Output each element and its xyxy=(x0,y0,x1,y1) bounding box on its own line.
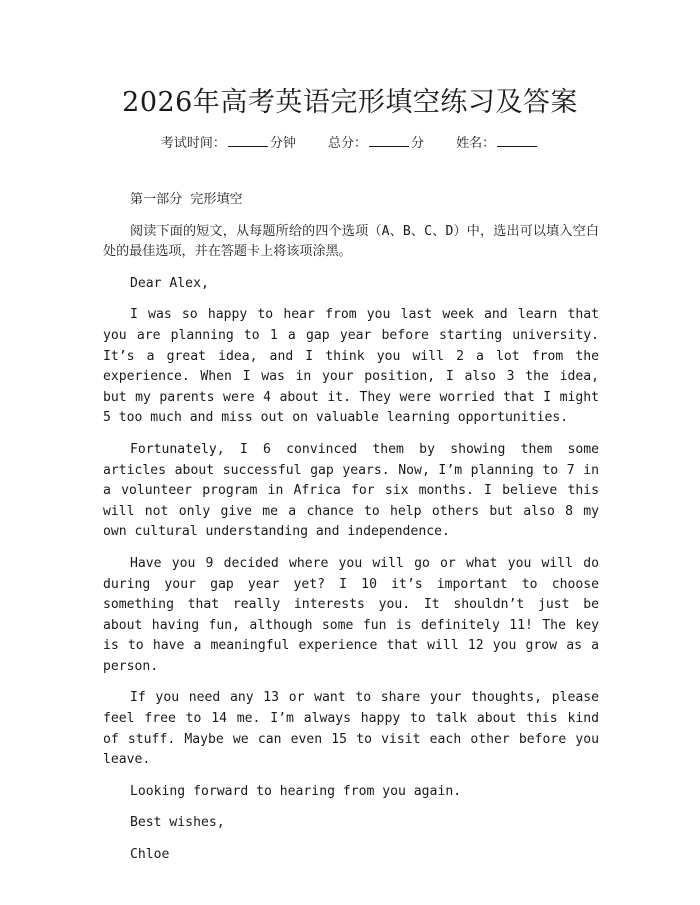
letter-paragraph-1: I was so happy to hear from you last week and learn that you are planning to 1 a gap year before starting university. It’s a great idea, and I think you will 2 a lot from the experience. When I was in your position, I also 3 the idea, but my parents were 4 about it. They were worried that I might 5 too much and miss out on valuable learning opportunities. xyxy=(103,307,599,426)
exam-time-label: 考试时间： xyxy=(160,136,226,151)
exam-info-row xyxy=(0,132,700,151)
total-score-blank xyxy=(369,133,409,147)
letter-greeting: Dear Alex, xyxy=(130,275,209,291)
exam-time-unit: 分钟 xyxy=(269,136,296,151)
total-score-unit: 分 xyxy=(411,136,425,151)
exam-time-blank xyxy=(228,133,268,147)
letter-sign-off: Best wishes, xyxy=(130,815,225,831)
total-score-label: 总分： xyxy=(327,136,367,151)
letter-paragraph-4: If you need any 13 or want to share your thoughts, please feel free to 14 me. I’m always happy to talk about this kind of stuff. Maybe we can even 15 to visit each other before you leave. xyxy=(103,690,599,768)
document-body xyxy=(103,190,599,877)
section-heading: 第一部分 完形填空 xyxy=(130,192,243,207)
letter-paragraph-2: Fortunately, I 6 convinced them by showing them some articles about successful gap years. Now, I’m planning to 7 in a volunteer program in Africa for six months. I believe this will not only give me a chance to help others but also 8 my own cultural understanding and independence. xyxy=(103,441,599,540)
total-score-field xyxy=(328,132,424,151)
section-instructions: 阅读下面的短文，从每题所给的四个选项（A、B、C、D）中，选出可以填入空白处的最佳选项，并在答题卡上将该项涂黑。 xyxy=(103,223,599,260)
name-label: 姓名： xyxy=(456,136,496,151)
exam-time-field xyxy=(161,132,296,151)
page-title: 2026年高考英语完形填空练习及答案 xyxy=(122,87,578,118)
name-field xyxy=(456,132,539,151)
name-blank xyxy=(497,133,537,147)
letter-closing-line: Looking forward to hearing from you again. xyxy=(130,783,462,799)
letter-paragraph-3: Have you 9 decided where you will go or what you will do during your gap year yet? I 10 it’s important to choose something that really interests you. It shouldn’t just be about having fun, although some fun is definitely 11! The key is to have a meaningful experience that will 12 you grow as a person. xyxy=(103,555,599,674)
letter-signature: Chloe xyxy=(130,847,170,863)
